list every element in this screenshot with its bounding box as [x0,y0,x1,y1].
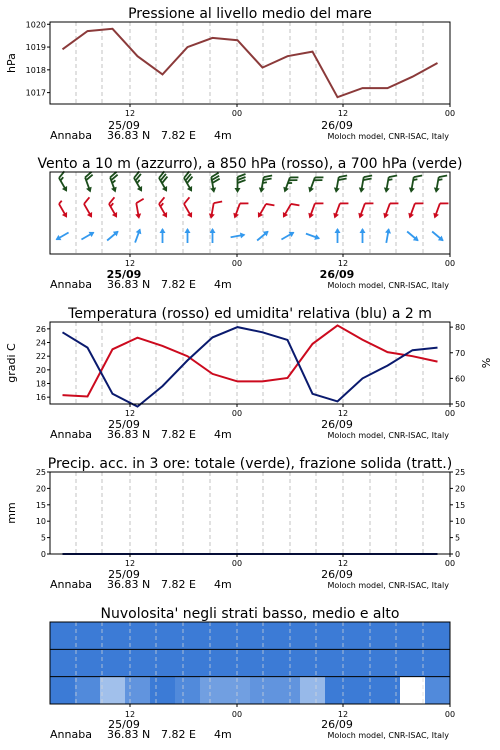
x-tick-label: 12 [337,409,349,418]
y-tick-label: 16 [35,393,46,403]
location-lat: 36.83 N [107,578,151,591]
cloud-cell-alto [125,622,151,650]
barb-700hpa [282,174,299,196]
y-axis-label: hPa [5,53,18,73]
wind-barb-feather [439,174,447,178]
wind-barb-feather [440,201,449,207]
panel-title: Temperatura (rosso) ed umidita' relativa (blu) a 2 m [68,306,432,322]
panel-title: Precip. acc. in 3 ore: totale (verde), frazione solida (tratt.) [47,456,453,472]
barb-850hpa [432,200,449,222]
cloud-cell-alto [350,622,376,650]
y-tick-label: 1020 [25,20,46,30]
x-tick-label: 00 [231,109,243,118]
barb-850hpa [232,200,249,222]
cloud-cell-medio [275,649,301,677]
wind-barb-head [307,187,314,194]
cloud-cell-medio [50,649,76,677]
x-tick-label: 12 [337,710,349,719]
y-tick-label: 25 [455,468,466,477]
y-tick-label: 80 [455,323,466,333]
barb-850hpa [80,197,99,219]
wind-barb-feather [291,201,299,208]
panel-title: Nuvolosita' negli strati basso, medio e alto [100,606,400,622]
y-axis-label: mm [5,502,18,524]
x-tick-label: 00 [444,409,456,418]
barb-700hpa [433,174,447,195]
cloud-cell-alto [50,622,76,650]
location-alt: 4m [214,578,232,591]
plot-frame [50,172,450,254]
wind-barb-head [258,187,265,193]
barb-10m [54,230,70,243]
cloud-cell-medio [75,649,101,677]
wind-barb-feather [183,197,191,204]
location-lon: 7.82 E [161,278,196,291]
barb-10m [160,228,166,243]
y-tick-label: 10 [35,517,46,527]
wind-barb-feather [240,201,249,207]
wind-barb-head [62,186,70,193]
barb-700hpa [358,174,372,195]
barb-850hpa [307,200,324,222]
wind-barb-head [235,188,241,193]
date-label-1: 25/09 [106,268,142,281]
wind-barb-head [408,187,415,193]
cloud-cell-medio [225,649,251,677]
wind-barb-head [187,212,195,219]
cloud-cell-basso [400,677,426,705]
y-tick-label: 5 [40,533,46,543]
barb-700hpa [235,174,246,193]
barb-10m [105,229,120,243]
barb-850hpa [332,200,349,222]
wind-barb-head [383,187,390,193]
cloud-cell-basso [425,677,451,705]
wind-barb-head [280,212,288,219]
date-label-2: 26/09 [321,119,353,132]
date-label-1: 25/09 [108,718,140,731]
x-tick-label: 12 [124,710,136,719]
cloud-cell-alto [150,622,176,650]
wind-barb-head [112,212,120,219]
wind-barb-feather [108,197,116,204]
x-tick-label: 00 [231,559,243,568]
location-lat: 36.83 N [107,278,151,291]
cloud-cell-alto [425,622,451,650]
barb-10m [405,229,420,243]
plot-frame [50,22,450,104]
barb-700hpa [333,174,347,195]
wind-arrow-head [160,228,166,233]
pressure-panel [5,6,455,142]
wind-barb-head [137,186,145,193]
wind-barb-head [358,187,365,193]
precipitation-panel [5,456,465,591]
barb-700hpa [307,174,324,196]
wind-arrow-head [385,228,392,234]
wind-barb-head [282,187,289,194]
barb-10m [80,229,96,242]
date-label-1: 25/09 [108,418,140,431]
y-tick-label: 20 [455,484,466,494]
date-label-2: 26/09 [321,418,353,431]
wind-barb-head [187,186,195,193]
wind-barb-head [162,212,170,219]
cloud-cell-alto [375,622,401,650]
cloud-cell-alto [200,622,226,650]
barb-700hpa [408,174,422,195]
wind-barb-head [307,213,314,220]
date-label-1: 25/09 [108,119,140,132]
wind-barb-head [432,213,439,220]
y-tick-label: 20 [35,365,46,375]
y-tick-label: 5 [455,533,461,543]
barb-850hpa [133,199,147,220]
x-tick-label: 00 [444,109,456,118]
barb-10m [280,229,296,242]
x-tick-label: 12 [337,109,349,118]
wind-barb-head [208,213,215,219]
y-axis-label: gradi C [5,343,18,383]
cloud-cell-medio [400,649,426,677]
wind-barb-feather [83,197,91,204]
cloud-cell-alto [400,622,426,650]
humidity-line [63,327,438,407]
barb-700hpa [130,171,149,193]
cloud-cell-medio [100,649,126,677]
y-tick-label: 0 [455,550,461,559]
barb-850hpa [255,200,274,222]
y-tick-label: 1019 [25,43,46,53]
location-alt: 4m [214,129,232,142]
temp-humidity-panel [5,306,493,441]
location-lon: 7.82 E [161,129,196,142]
cloud-cell-basso [275,677,301,705]
barb-850hpa [56,201,71,220]
cloud-cell-basso [50,677,76,705]
wind-barb-head [111,187,118,194]
wind-barb-head [87,212,95,219]
model-credit: Moloch model, CNR-ISAC, Italy [327,581,449,590]
barb-700hpa [258,174,272,195]
x-tick-label: 12 [337,559,349,568]
x-tick-label: 12 [124,109,136,118]
wind-barb-half-feather [58,201,62,204]
y-tick-label: 15 [455,500,466,510]
cloud-cell-alto [225,622,251,650]
location-lon: 7.82 E [161,428,196,441]
location-lon: 7.82 E [161,728,196,741]
cloud-cell-alto [325,622,351,650]
location-name: Annaba [50,728,92,741]
barb-10m [335,228,341,243]
y-tick-label: 25 [35,468,46,477]
x-tick-label: 12 [124,409,136,418]
y-tick-label: 24 [35,338,46,348]
y-tick-label: 50 [455,400,466,409]
model-credit: Moloch model, CNR-ISAC, Italy [327,132,449,141]
wind-barb-head [210,187,217,193]
wind-barb-feather [415,201,424,207]
wind-barb-feather [158,197,166,204]
cloud-cell-alto [75,622,101,650]
cloud-cell-basso [100,677,126,705]
wind-barb-feather [414,174,422,178]
wind-arrow-head [136,227,143,234]
cloud-cell-basso [125,677,151,705]
x-tick-label: 12 [124,259,136,268]
wind-barb-head [255,212,263,219]
cloud-cell-medio [150,649,176,677]
wind-barb-head [86,187,93,194]
wind-arrow-head [360,228,366,233]
wind-barb-head [407,213,414,220]
cloud-cell-medio [200,649,226,677]
y-tick-label: 18 [35,379,46,389]
barb-700hpa [383,174,397,195]
wind-barb-head [232,213,239,220]
cloud-cell-basso [175,677,201,705]
cloud-cell-basso [325,677,351,705]
barb-10m [132,227,143,243]
y-tick-label: 0 [40,550,46,559]
barb-10m [383,228,392,244]
location-name: Annaba [50,129,92,142]
pressure-line [63,29,438,97]
x-tick-label: 12 [124,559,136,568]
cloud-cell-medio [350,649,376,677]
y-tick-label: 1018 [25,65,46,75]
x-tick-label: 00 [231,710,243,719]
y-tick-label: 20 [35,484,46,494]
barb-850hpa [407,200,424,222]
wind-barb-head [433,187,440,193]
location-name: Annaba [50,278,92,291]
y-tick-label: 22 [35,352,46,362]
barb-10m [430,229,445,243]
wind-arrow-head [54,235,61,243]
location-lat: 36.83 N [107,428,151,441]
panel-title: Pressione al livello medio del mare [128,6,372,22]
location-lat: 36.83 N [107,728,151,741]
y-tick-label: 15 [35,500,46,510]
x-tick-label: 12 [337,259,349,268]
wind-arrow-head [210,228,216,233]
location-alt: 4m [214,278,232,291]
x-tick-label: 00 [444,259,456,268]
wind-barb-feather [266,201,274,208]
barb-700hpa [81,172,98,194]
barb-850hpa [357,200,374,222]
cloud-cell-basso [375,677,401,705]
cloud-cell-medio [375,649,401,677]
barb-850hpa [105,197,124,219]
y-axis-label: % [480,357,493,369]
cloud-cell-medio [125,649,151,677]
cloud-cell-alto [300,622,326,650]
location-name: Annaba [50,578,92,591]
barb-10m [230,232,246,241]
temperature-line [63,325,438,396]
barb-700hpa [106,172,123,194]
y-tick-label: 26 [35,324,46,334]
barb-850hpa [155,197,174,219]
date-label-2: 26/09 [319,268,355,281]
cloud-cell-medio [175,649,201,677]
cloud-cell-alto [275,622,301,650]
barb-10m [185,228,191,243]
cloud-panel [50,606,455,741]
wind-barb-head [357,213,364,220]
date-label-1: 25/09 [108,568,140,581]
wind-barb-feather [214,200,222,204]
wind-arrow-head [335,228,341,233]
x-tick-label: 00 [444,710,456,719]
cloud-cell-basso [200,677,226,705]
model-credit: Moloch model, CNR-ISAC, Italy [327,431,449,440]
barb-700hpa [55,171,74,193]
barb-700hpa [155,171,174,193]
location-alt: 4m [214,428,232,441]
date-label-2: 26/09 [321,718,353,731]
barb-10m [360,228,366,243]
wind-barb-head [162,186,170,193]
wind-arrow-head [314,234,321,241]
location-lon: 7.82 E [161,578,196,591]
cloud-cell-basso [75,677,101,705]
location-alt: 4m [214,728,232,741]
wind-barb-feather [136,199,144,203]
y-tick-label: 60 [455,374,466,384]
x-tick-label: 00 [444,559,456,568]
cloud-cell-medio [300,649,326,677]
location-lat: 36.83 N [107,129,151,142]
wind-barb-head [62,212,70,219]
cloud-cell-medio [325,649,351,677]
wind-barb-head [135,213,142,219]
barb-10m [305,231,321,242]
cloud-cell-alto [175,622,201,650]
cloud-cell-alto [100,622,126,650]
y-tick-label: 10 [455,517,466,527]
x-tick-label: 00 [231,259,243,268]
plot-frame [50,472,450,554]
cloud-cell-medio [425,649,451,677]
location-name: Annaba [50,428,92,441]
wind-barb-feather [340,201,349,207]
wind-barb-feather [390,201,399,207]
wind-barb-head [333,187,340,193]
wind-barb-head [382,213,389,220]
wind-arrow-head [89,229,96,237]
wind-barb-feather [365,201,374,207]
x-tick-label: 00 [231,409,243,418]
cloud-cell-basso [300,677,326,705]
y-tick-label: 1017 [25,88,46,98]
cloud-cell-basso [225,677,251,705]
date-label-2: 26/09 [321,568,353,581]
wind-arrow-head [240,232,246,239]
barb-10m [210,228,216,243]
model-credit: Moloch model, CNR-ISAC, Italy [327,731,449,740]
wind-barb-head [332,213,339,220]
y-tick-label: 70 [455,348,466,358]
panel-title: Vento a 10 m (azzurro), a 850 hPa (rosso), a 700 hPa (verde) [37,156,463,172]
cloud-cell-basso [150,677,176,705]
wind-panel [37,156,462,291]
model-credit: Moloch model, CNR-ISAC, Italy [327,281,449,290]
wind-arrow-head [185,228,191,233]
cloud-cell-basso [350,677,376,705]
